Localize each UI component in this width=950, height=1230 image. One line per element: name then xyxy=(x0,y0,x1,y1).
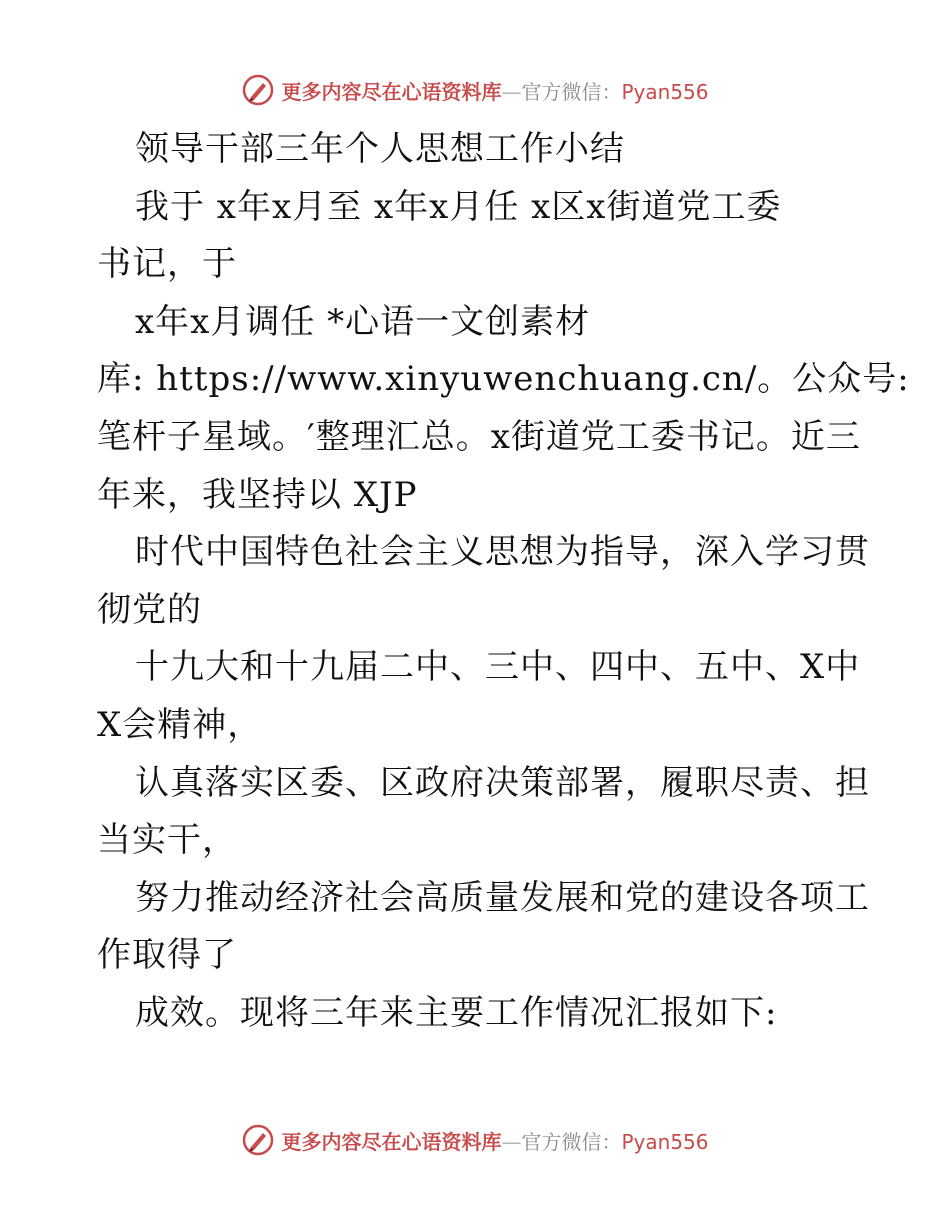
banner-brand: 更多内容尽在心语资料库 xyxy=(281,1129,502,1154)
banner-wechat-label: 官方微信： xyxy=(521,79,622,104)
paragraph-line: 成效。现将三年来主要工作情况汇报如下: xyxy=(135,992,778,1033)
document-title: 领导干部三年个人思想工作小结 xyxy=(135,129,625,169)
document-body xyxy=(97,121,910,1043)
paragraph-line: x年x月调任 *心语一文创素材 xyxy=(135,301,591,342)
paragraph-line: 库: https://www.xinyuwenchuang.cn/。公众号: xyxy=(97,359,910,400)
paragraph-line: 彻党的 xyxy=(97,589,202,630)
paragraph-line: 当实干， xyxy=(97,820,237,861)
brand-logo-icon xyxy=(241,1123,275,1157)
paragraph-line: 努力推动经济社会高质量发展和党的建设各项工 xyxy=(135,877,870,918)
paragraph-line: 我于 x年x月至 x年x月任 x区x街道党工委 xyxy=(135,186,782,227)
header-watermark-banner xyxy=(0,70,950,110)
banner-dash: — xyxy=(501,1129,522,1154)
paragraph-line: 十九大和十九届二中、三中、四中、五中、X中 xyxy=(135,647,861,688)
banner-brand: 更多内容尽在心语资料库 xyxy=(281,79,502,104)
banner-handle: Pyan556 xyxy=(621,1129,709,1154)
footer-watermark-banner xyxy=(0,1120,950,1160)
paragraph-line: 作取得了 xyxy=(97,935,237,976)
paragraph-line: 认真落实区委、区政府决策部署，履职尽责、担 xyxy=(135,762,870,803)
banner-text xyxy=(281,1126,708,1155)
brand-logo-icon xyxy=(241,73,275,107)
banner-wechat-label: 官方微信： xyxy=(521,1129,622,1154)
paragraph-line: 笔杆子星域。′整理汇总。x街道党工委书记。近三 xyxy=(97,416,861,457)
banner-text xyxy=(281,76,708,105)
banner-handle: Pyan556 xyxy=(621,79,709,104)
paragraph-line: 书记，于 xyxy=(97,244,237,285)
banner-dash: — xyxy=(501,79,522,104)
paragraph-line: 时代中国特色社会主义思想为指导，深入学习贯 xyxy=(135,532,870,573)
paragraph-line: X会精神， xyxy=(97,704,263,745)
paragraph-line: 年来，我坚持以 XJP xyxy=(97,474,418,515)
